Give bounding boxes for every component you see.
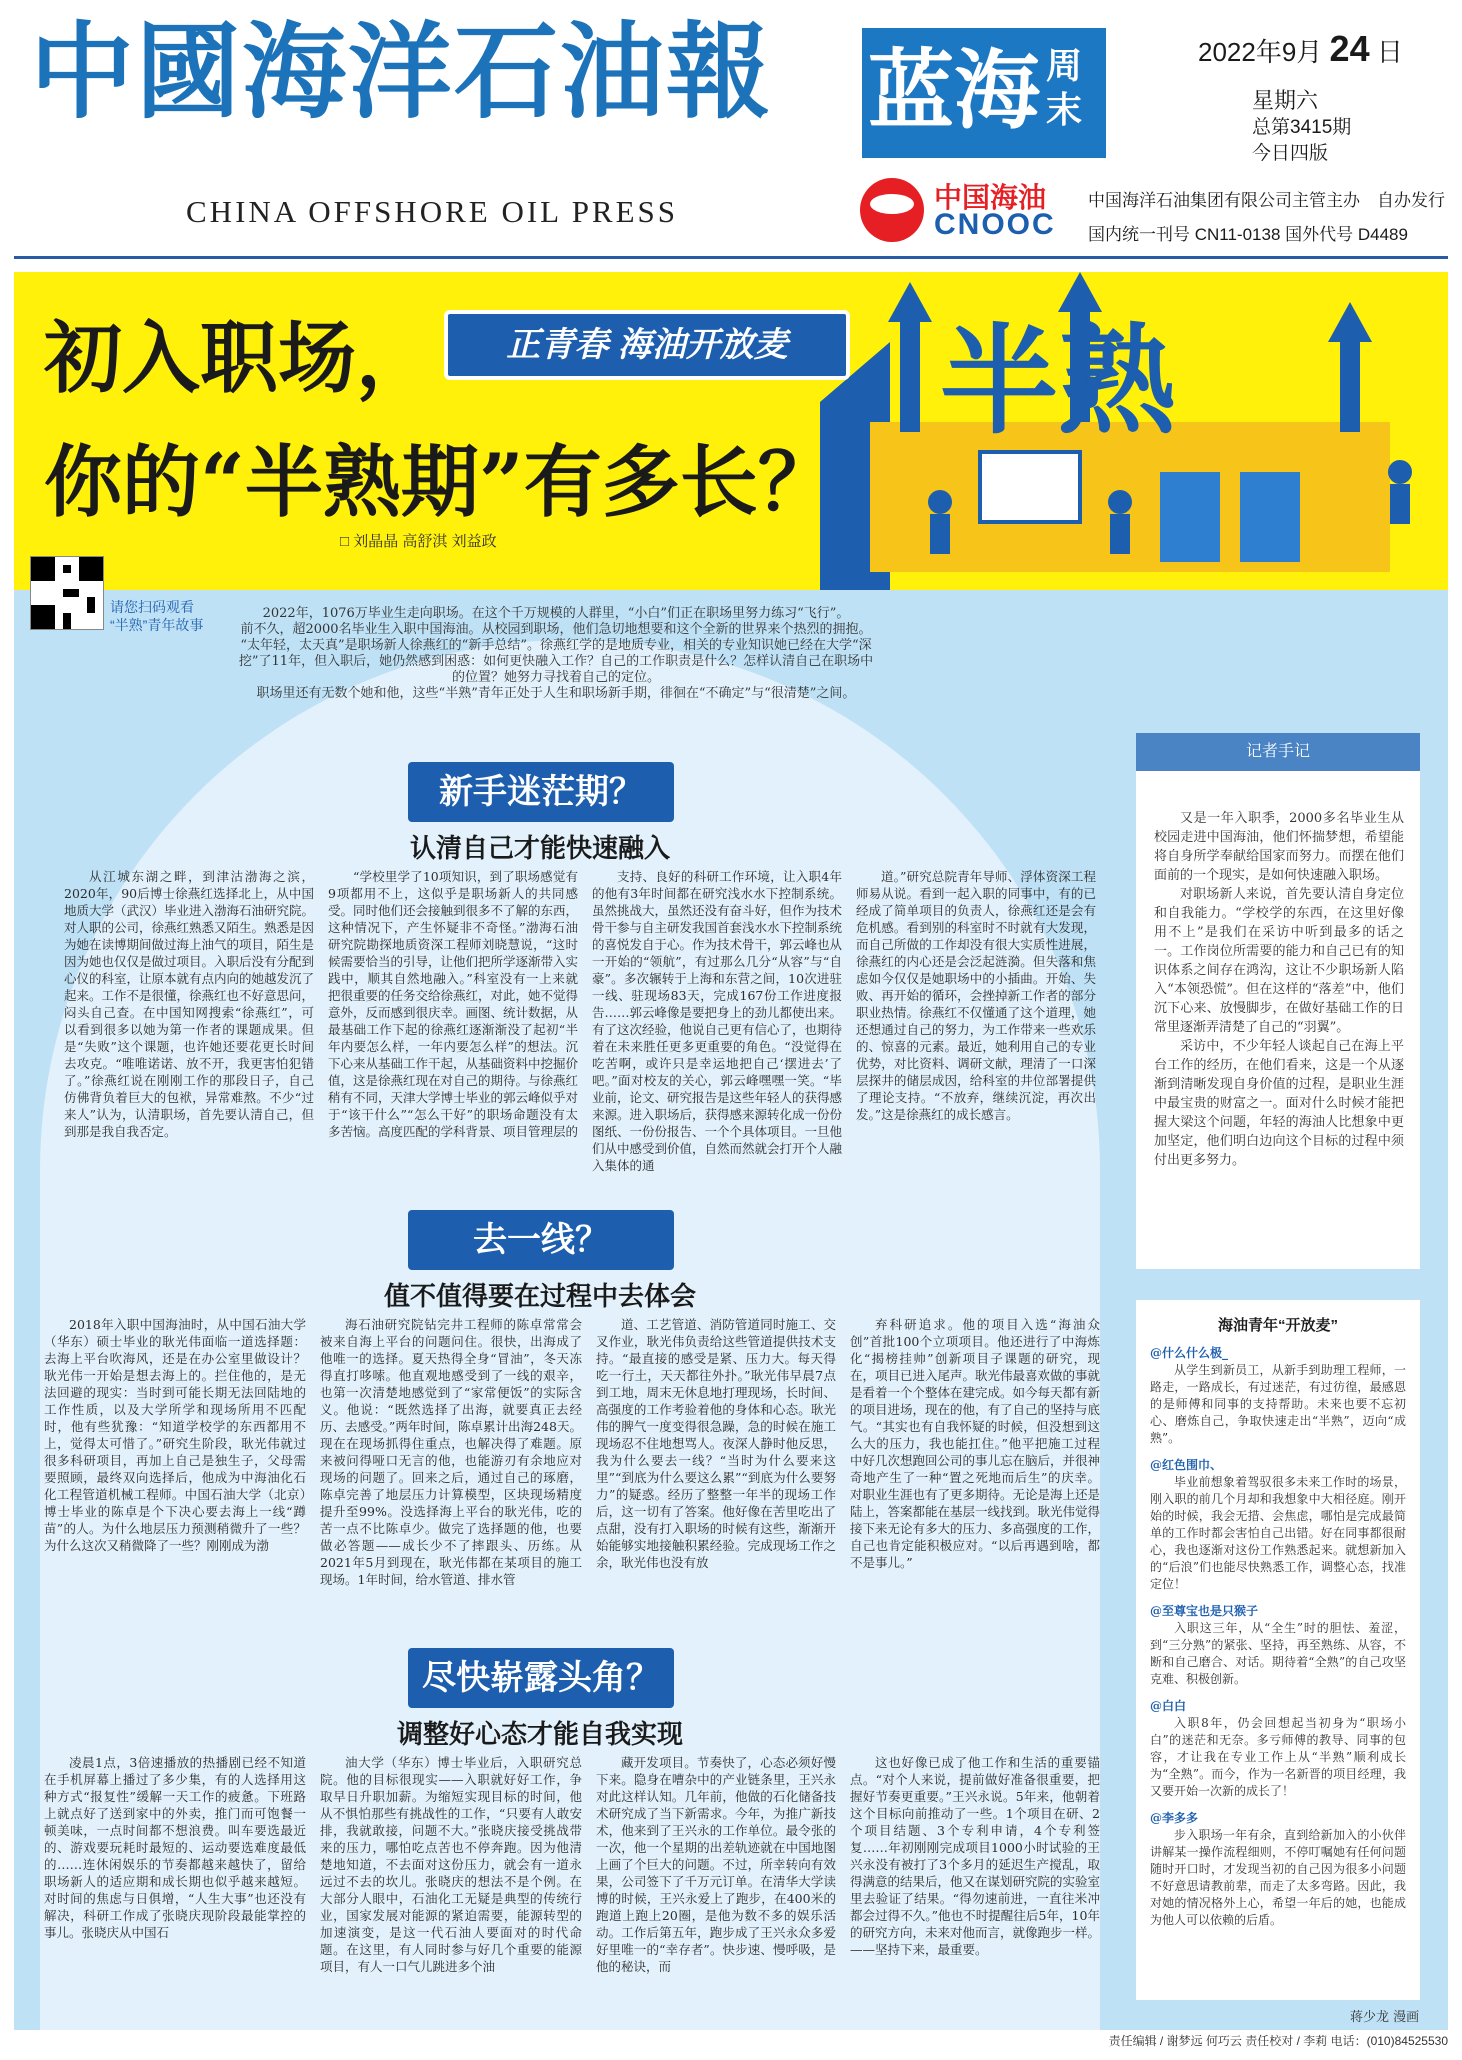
- voice-author: @李多多: [1150, 1811, 1199, 1825]
- section3-text: 油大学（华东）博士毕业后，入职研究总院。他的目标很现实——入职就好好工作，争取早日升职加薪。为缩短实现目标的时间，他从不惧怕那些有挑战性的工作，“只要有人敢安排，我就敢接，问题不大。”张晓庆接受挑战带来的压力，哪怕吃点苦也不停奔跑。因为他清楚地知道，不去面对这份压力，就会有一道永远过不去的坎儿。张晓庆的想法不是个例。在大部分人眼中，石油化工无疑是典型的传统行业，国家发展对能源的紧迫需要，能源转型的加速演变，是这一代石油人要面对的时代命题。在这里，有人同时参与好几个重要的能源项目，有人一口气儿跳进多个油: [320, 1755, 582, 1974]
- issue-date-day: 24: [1329, 28, 1370, 69]
- section2-text: 2018年入职中国海油时，从中国石油大学（华东）硕士毕业的耿光伟面临一道选择题：去海上平台吹海风，还是在办公室里做设计？耿光伟一开始是想去海上的。拦住他的，是无法回避的现实：当时到可能长期无法回陆地的工作性质，以及大学所学和现场所用不匹配时，他有些犹豫：“知道学校学的东西都用不上，觉得太可惜了。”研究生阶段，耿光伟就过很多科研项目，再加上自己是独生子，父母需要照顾，最终双向选择后，他成为中海油化石化工程管道机械工程师。中国石油大学（北京）博士毕业的陈卓是个下决心要去海上一线“蹲苗”的人。为什么地层压力预测稍微升了一些？为什么这次又稍微降了一些？刚刚成为渤: [44, 1317, 306, 1553]
- newspaper-title-en: CHINA OFFSHORE OIL PRESS: [186, 194, 679, 229]
- reporter-notes-paragraph: 又是一年入职季，2000多名毕业生从校园走进中国海油，他们怀揣梦想，希望能将自身所学奉献给国家而努力。而摆在他们面前的一个现实，是如何快速融入职场。: [1154, 811, 1404, 883]
- issue-number: 总第3415期: [1252, 117, 1352, 138]
- lead-paragraph: 2022年，1076万毕业生走向职场。在这个千万规模的人群里，“小白”们正在职场里努力练习“飞行”。: [262, 606, 850, 621]
- voice-author: @白白: [1150, 1699, 1187, 1713]
- voice-entry: [1136, 1603, 1420, 1688]
- section3-text: 这也好像已成了他工作和生活的重要锚点。“对个人来说，提前做好准备很重要，把握好节奏更重要。”王兴永说。5年来，他朝着这个目标向前推动了一些。1个项目在研、2个项目结题、3个专利申请，4个专利签复……年初刚刚完成项目1000小时试验的王兴永没有被打了3个多月的延迟生产搅乱，取得满意的结果后，他又在谋划研究院的实验室里去验证了结果。“得勿速前进，一直往米冲都会过得不久。”他也不时提醒往后5年，10年的研究方向，未来对他而言，就像跑步一样。——坚持下来，最重要。: [850, 1755, 1100, 1957]
- voice-author: @红色围巾、: [1150, 1458, 1223, 1472]
- section3-subtitle: 调整好心态才能自我实现: [396, 1719, 683, 1749]
- qr-note: [110, 598, 203, 634]
- voice-author: @至尊宝也是只猴子: [1150, 1604, 1259, 1618]
- section2-title: 去一线？: [408, 1210, 674, 1270]
- voice-text: 毕业前想象着驾驭很多未来工作时的场景，刚入职的前几个月却和我想象中大相径庭。刚开始的时候，我会无措、会焦虑，哪怕是完成最简单的工作时都会害怕自己出错。好在同事都很耐心，我也逐渐对这份工作熟悉起来。就想新加入的“后浪”们也能尽快熟悉工作，调整心态，找准定位！: [1150, 1475, 1406, 1591]
- section1-text: 从江城东湖之畔，到津沽渤海之滨，2020年，90后博士徐燕红选择北上，从中国地质大学（武汉）毕业进入渤海石油研究院。对人职的公司，徐燕红熟悉又陌生。熟悉是因为她在读博期间做过海上油气的项目，陌生是因为她也仅仅是做过项目。入职后没有分配到心仪的科室，让原本就有点内向的她越发沉了起来。工作不是很懂，徐燕红也不好意思问，闷头自己查。在中国知网搜索“徐燕红”，可以看到很多以她为第一作者的课题成果。但是“失败”这个课题，也许她还要花更长时间去攻克。“唯唯诺诺、放不开，我更害怕犯错了。”徐燕红说在刚刚工作的那段日子，自己仿佛背负着巨大的包袱，异常难熬。不少“过来人”认为，认清职场，首先要认清自己，但到那是我自我否定。: [64, 869, 314, 1139]
- column-tag: 正青春 海油开放麦: [444, 310, 850, 380]
- section1-col3: [592, 868, 842, 1218]
- qr-note-line2: “半熟”青年故事: [110, 617, 204, 633]
- page-count: 今日四版: [1252, 143, 1329, 164]
- weekday: 星期六: [1252, 88, 1319, 113]
- qr-code[interactable]: [30, 556, 104, 630]
- reporter-notes-paragraph: 对职场新人来说，首先要认清自身定位和自我能力。“学校学的东西，在这里好像用不上”是我们在采访中听到最多的话之一。工作岗位所需要的能力和自己已有的知识体系之间存在鸿沟，这让不少职场新人陷入“本领恐慌”。但在这样的“落差”中，他们沉下心来、放慢脚步，在做好基础工作的日常里逐渐弄清楚了自己的“羽翼”。: [1154, 887, 1404, 1035]
- newspaper-title: 中國海洋石油報: [30, 10, 773, 133]
- section1-col1: [64, 868, 314, 1218]
- lead-paragraphs: [236, 606, 876, 702]
- youth-voices: [1136, 1300, 1420, 2000]
- reporter-notes: [1136, 733, 1420, 1269]
- section1-title: 新手迷茫期？: [408, 762, 674, 822]
- section3-text: 凌晨1点，3倍速播放的热播剧已经不知道在手机屏幕上播过了多少集，有的人选择用这种方式“报复性”缓解一天工作的疲惫。下班路上就点好了送到家中的外卖，推门而可饱餐一顿美味，一点时间都不想浪费。叫车要选最近的、游戏要玩耗时最短的、运动要选难度最低的……连休闲娱乐的节奏都越来越快了，留给职场新人的适应期和成长期也似乎越来越短。对时间的焦虑与日俱增，“人生大事”也还没有解决，科研工作成了张晓庆现阶段最能掌控的事儿。张晓庆从中国石: [44, 1755, 306, 1940]
- voice-text: 从学生到新员工，从新手到助理工程师，一路走，一路成长，有过迷茫，有过彷徨，最感恩的是师傅和同事的支持帮助。未来也要不忘初心、磨炼自己，争取快速走出“半熟”，迈向“成熟”。: [1150, 1363, 1406, 1445]
- section1-text: 道。”研究总院青年导师、浮体资深工程师易从说。看到一起入职的同事中，有的已经成了简单项目的负责人，徐燕红还是会有危机感。看到别的科室时不时就有大发现，而自己所做的工作却没有很大实质性进展，徐燕红的内心还是会泛起涟漪。但失落和焦虑如今仅仅是她职场中的小插曲。开始、失败、再开始的循环，会挫掉新工作者的部分职业热情。徐燕红不仅懂通了这个道理，她还想通过自己的努力，为工作带来一些欢乐的、惊喜的元素。最近，她利用自己的专业优势，对比资料、调研文献，理清了一口深层探井的储层成因，给科室的井位部署提供了理论支持。“不放弃，继续沉淀，再次出发。”这是徐燕红的成长感言。: [856, 869, 1096, 1122]
- page-footer: 责任编辑 / 谢梦远 何巧云 责任校对 / 李莉 电话：(010)84525530: [1108, 2034, 1448, 2048]
- section2-text: 海石油研究院钻完井工程师的陈卓常常会被来自海上平台的问题问住。很快，出海成了他唯一的选择。夏天热得全身“冒油”，冬天冻得直打哆嗦。他直观地感受到了一线的艰辛，也第一次清楚地感觉到了“家常便饭”的实际含义。他说：“既然选择了出海，就要真正去经历、去感受。”两年时间，陈卓累计出海248天。现在在现场抓得住重点，也解决得了难题。原来被问得哑口无言的他，也能游刃有余地应对现场的问题了。回来之后，通过自己的琢磨，陈卓完善了地层压力计算模型，区块现场精度提升至99%。没选择海上平台的耿光伟，吃的苦一点不比陈卓少。做完了选择题的他，也要做必答题——成长少不了摔跟头、历练。从2021年5月到现在，耿光伟都在某项目的施工现场。1年时间，给水管道、排水管: [320, 1317, 582, 1587]
- section3-text: 藏开发项目。节奏快了，心态必须好慢下来。隐身在嘈杂中的产业链条里，王兴永对此这样认知。几年前，他做的石化储备技术研究成了当下新需求。今年，为推广新技术，他来到了王兴永的工作单位。最令张的一次，他一个星期的出差轨迹就在中国地图上画了个巨大的问题。不过，所幸转向有效果，公司签下了千万元订单。在清华大学读博的时候，王兴永爱上了跑步，在400米的跑道上跑上20圈，是他为数不多的娱乐活动。工作后第五年，跑步成了王兴永众多爱好里唯一的“幸存者”。快步速、慢呼吸，是他的秘诀，而: [596, 1755, 836, 1974]
- voice-author: @什么什么极_: [1150, 1346, 1229, 1360]
- banner-illustration: [780, 272, 1448, 590]
- publication-codes: 国内统一刊号 CN11-0138 国外代号 D4489: [1088, 225, 1408, 244]
- voice-entry: [1136, 1457, 1420, 1593]
- lead-paragraph: “太年轻，太天真”是职场新人徐燕红的“新手总结”。徐燕红学的是地质专业，相关的专业知识她已经在大学“深挖”了11年，但入职后，她仍然感到困惑：如何更快融入工作？自己的工作职责是什么？怎样认清自己在职场中的位置？她努力寻找着自己的定位。: [238, 638, 874, 685]
- issue-date: [1198, 28, 1403, 70]
- section1-text: 支持、良好的科研工作环境，让入职4年的他有3年时间都在研究浅水水下控制系统。虽然挑战大，虽然还没有奋斗好，但作为技术骨干参与自主研发我国首套浅水水下控制系统的喜悦发自于心。作为技术骨干，郭云峰也从一开始的“领航”，有过那么几分“从容”与“自豪”。多次辗转于上海和东营之间，10次进驻一线、驻现场83天，完成167份工作进度报告……郭云峰像是要把身上的劲儿都使出来。有了这次经验，他说自己更有信心了，也期待着在未来胜任更多更重要的角色。“没觉得在吃苦啊，或许只是幸运地把自己‘摆进去’了吧。”面对校友的关心，郭云峰嘿嘿一笑。“毕业前，论文、研究报告是这些年轻人的获得感来源。进入职场后，获得感来源转化成一份份图纸、一份份报告、一个个具体项目。一旦他们从中感受到价值，自然而然就会打开个人融入集体的通: [592, 869, 842, 1173]
- banner-art-text: 半熟: [940, 312, 1177, 450]
- illustration-credit: 蒋少龙 漫画: [1350, 2010, 1420, 2025]
- voice-entry: [1136, 1810, 1420, 1929]
- section1-col2: [328, 868, 578, 1218]
- section1-col4: [856, 868, 1096, 1218]
- lead-paragraph: 职场里还有无数个她和他，这些“半熟”青年正处于人生和职场新手期，徘徊在“不确定”与“很清楚”之间。: [256, 686, 856, 701]
- voice-entry: [1136, 1698, 1420, 1800]
- issue-date-month: 2022年9月: [1198, 37, 1323, 67]
- section2-col1: [44, 1316, 306, 1662]
- publisher-line: 中国海洋石油集团有限公司主管主办 自办发行: [1088, 191, 1445, 210]
- section2-col3: [596, 1316, 836, 1662]
- voice-text: 入职这三年，从“全生”时的胆怯、羞涩，到“三分熟”的紧张、坚持，再至熟练、从容，不断和自己磨合、对话。期待着“全熟”的自己攻坚克难、积极创新。: [1150, 1621, 1406, 1686]
- section2-subtitle: 值不值得要在过程中去体会: [383, 1281, 696, 1311]
- reporter-notes-paragraph: 采访中，不少年轻人谈起自己在海上平台工作的经历，在他们看来，这是一个从逐渐到清晰发现自身价值的过程，是职业生涯中最宝贵的财富之一。面对什么时候才能把握大梁这个问题，年轻的海油人比想象中更加坚定，他们明白边向这个目标的过程中须付出更多努力。: [1154, 1039, 1404, 1168]
- weekly-logo-text: 蓝海: [868, 40, 1040, 141]
- headline-line2: 你的“半熟期”有多长？: [44, 437, 836, 528]
- section3-col3: [596, 1754, 836, 2022]
- reporter-notes-header: 记者手记: [1136, 733, 1420, 771]
- section3-title: 尽快崭露头角？: [408, 1648, 674, 1708]
- section3-col2: [320, 1754, 582, 2022]
- weekly-logo-small: 周末: [1046, 45, 1083, 131]
- voice-text: 入职8年，仍会回想起当初身为“职场小白”的迷茫和无奈。多亏师傅的教导、同事的包容，才让我在专业工作上从“半熟”顺利成长为“全熟”。而今，作为一名新晋的项目经理，我又要开始一次新的成长了！: [1150, 1716, 1406, 1798]
- section1-text: “学校里学了10项知识，到了职场感觉有9项都用不上，这似乎是职场新人的共同感受。同时他们还会接触到很多不了解的东西，这种情况下，产生怀疑非不奇怪。”渤海石油研究院勘探地质资深工程师刘晓慧说，“这时候需要恰当的引导，让他们把所学逐渐带入实践中，顺其自然地融入。”科室没有一上来就把很重要的任务交给徐燕红，对此，她不觉得意外，反而感到很庆幸。画图、统计数据，从最基础工作下起的徐燕红逐渐渐没了起初“半年内要怎么样，一年内要怎么样”的想法。沉下心来从基础工作干起，从基础资料中挖掘价值，这是徐燕红现在对自己的期待。与徐燕红稍有不同，天津大学博士毕业的郭云峰似乎对于“该干什么”“怎么干好”的职场命题没有太多苦恼。高度匹配的学科背景、项目管理层的: [328, 869, 578, 1139]
- headline-line1: 初入职场，: [44, 313, 435, 404]
- cnooc-emblem-icon: [860, 178, 924, 242]
- weekly-logo: [862, 28, 1106, 158]
- voice-entry: [1136, 1345, 1420, 1447]
- section2-col4: [850, 1316, 1100, 1662]
- qr-pattern-icon: [31, 557, 103, 629]
- section1-subtitle: 认清自己才能快速融入: [409, 833, 670, 863]
- cnooc-name-en: CNOOC: [934, 208, 1056, 241]
- issue-date-suffix: 日: [1376, 37, 1403, 67]
- cnooc-name-cn: 中国海油: [934, 182, 1047, 213]
- section2-text: 弃科研追求。他的项目入选“海油众创”首批100个立项项目。他还进行了中海炼化“揭榜挂帅”创新项目子课题的研究，现在，项目已进入尾声。耿光伟最喜欢做的事就是看着一个个整体在建完成。如今每天都有新的项目进场，现在的他，有了自己的坚持与底气。“其实也有自我怀疑的时候，但没想到这么大的压力，我也能扛住。”他平把施工过程中好几次想跑回公司的事儿忘在脑后，并很神奇地产生了一种“置之死地而后生”的庆幸。对职业生涯也有了更多期待。无论是海上还是陆上，答案都能在基层一线找到。耿光伟觉得接下来无论有多大的压力、多高强度的工作，自己也肯定能积极应对。“以后再遇到啥，都不是事儿。”: [850, 1317, 1100, 1570]
- byline: □ 刘晶晶 高舒淇 刘益政: [340, 533, 497, 550]
- masthead-divider: [14, 256, 1448, 259]
- section2-col2: [320, 1316, 582, 1662]
- voice-text: 步入职场一年有余，直到给新加入的小伙伴讲解某一操作流程细则，不停叮嘱她有任何问题随时开口时，才发现当初的自己因为很多小问题不好意思请教前辈，而走了太多弯路。因此，我对她的情况格外上心，希望一年后的她，也能成为他人可以依赖的后盾。: [1150, 1828, 1406, 1927]
- youth-voices-header: 海油青年“开放麦”: [1217, 1317, 1338, 1334]
- section2-text: 道、工艺管道、消防管道同时施工、交叉作业，耿光伟负责给这些管道提供技术支持。“最直接的感受是紧、压力大。每天得吃一行土，天天都往外扑。”耿光伟早晨7点到工地，周末无休息地打理现场，长时间、高强度的工作考验着他的身体和心态。耿光伟的脾气一度变得很急躁，急的时候在施工现场忍不住地想骂人。夜深人静时他反思，我为什么要去一线？“当时为什么要来这里”“到底为什么要这么累”“到底为什么要努力”的疑惑。经历了整整一年半的现场工作后，这一切有了答案。他好像在苦里吃出了点甜，没有打入职场的时候有这些，渐渐开始能够实地接触积累经验。完成现场工作之余，耿光伟也没有放: [596, 1317, 836, 1570]
- section3-col4: [850, 1754, 1100, 2022]
- lead-paragraph: 前不久，超2000名毕业生入职中国海油。从校园到职场，他们急切地想要和这个全新的世界来个热烈的拥抱。: [240, 622, 872, 637]
- qr-note-line1: 请您扫码观看: [110, 599, 194, 615]
- section3-col1: [44, 1754, 306, 2022]
